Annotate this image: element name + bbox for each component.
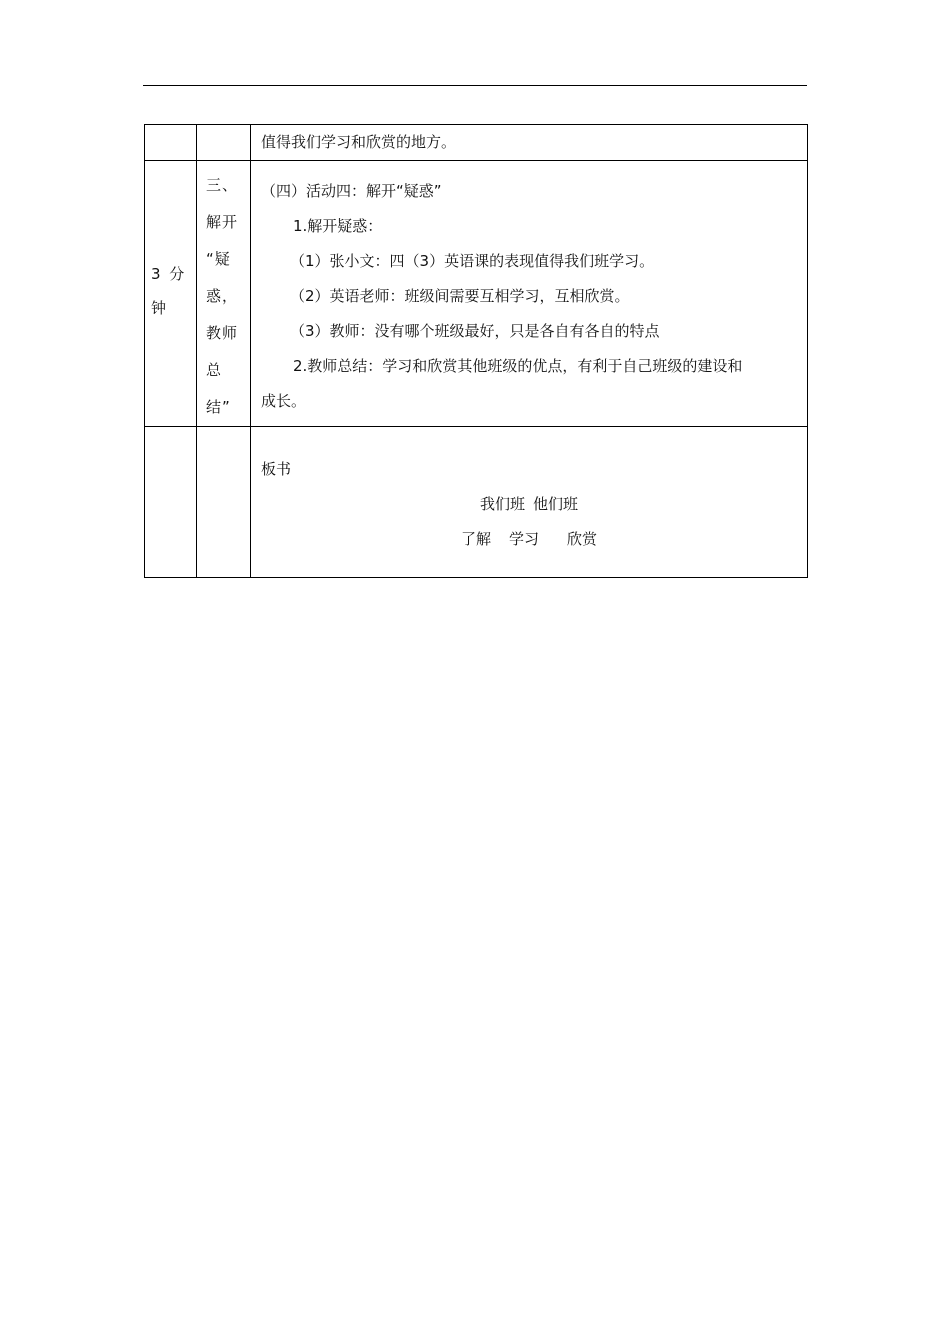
board-text: 我们班 [479, 495, 525, 513]
stage-text: 解开 [206, 213, 239, 231]
stage-cell [197, 161, 251, 427]
table-row [145, 161, 808, 427]
list-item: （3）教师：没有哪个班级最好，只是各自有各自的特点 [290, 322, 660, 340]
stage-text: 总 [206, 361, 223, 379]
content-cell [251, 427, 808, 578]
list-item: （2）英语老师：班级间需要互相学习，互相欣赏。 [290, 287, 630, 305]
board-line [261, 522, 797, 557]
time-cell [145, 427, 197, 578]
board-text: 学习 [508, 530, 539, 548]
list-item: 1.解开疑惑： [293, 217, 383, 235]
table-row [145, 427, 808, 578]
stage-text: 三、 [206, 176, 239, 194]
stage-cell [197, 125, 251, 161]
stage-text: 结” [206, 398, 231, 416]
board-text: 了解 [460, 530, 491, 548]
stage-text: “疑 [206, 250, 231, 268]
stage-text: 惑， [206, 287, 239, 305]
content-cell [251, 161, 808, 427]
time-cell [145, 125, 197, 161]
time-text: 3 分 [151, 265, 187, 283]
list-item-continuation: 成长。 [261, 392, 307, 410]
list-item: （1）张小文：四（3）英语课的表现值得我们班学习。 [290, 252, 655, 270]
stage-text: 教师 [206, 324, 239, 342]
content-text: 值得我们学习和欣赏的地方。 [261, 133, 457, 151]
board-text: 欣赏 [567, 530, 598, 548]
time-cell [145, 161, 197, 427]
stage-cell [197, 427, 251, 578]
time-text: 钟 [151, 299, 169, 317]
list-item: 2.教师总结：学习和欣赏其他班级的优点，有利于自己班级的建设和 [293, 357, 743, 375]
lesson-plan-table [144, 124, 808, 578]
board-text: 他们班 [533, 495, 579, 513]
content-cell [251, 125, 808, 161]
board-title: 板书 [261, 460, 292, 478]
table-row [145, 125, 808, 161]
board-line [261, 487, 797, 522]
activity-heading: （四）活动四：解开“疑惑” [261, 182, 442, 200]
header-rule [143, 85, 807, 86]
